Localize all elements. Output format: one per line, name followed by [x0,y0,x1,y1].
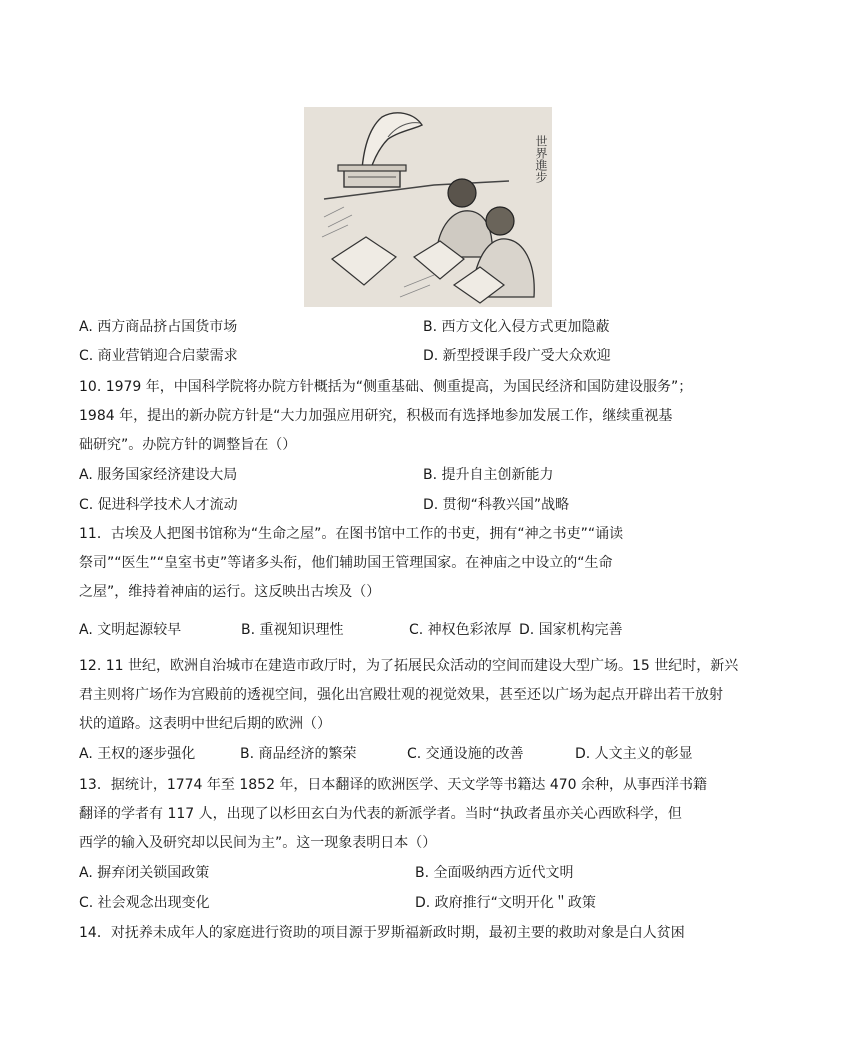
q13-option-b: B. 全面吸纳西方近代文明 [415,865,574,881]
q9-option-a: A. 西方商品挤占国货市场 [79,319,238,335]
phonograph-illustration [304,107,552,307]
q9-option-b: B. 西方文化入侵方式更加隐蔽 [423,319,610,335]
q10-option-d: D. 贯彻“科教兴国”战略 [423,497,570,513]
q12-option-d: D. 人文主义的彰显 [575,746,693,762]
q10-stem-line-3: 础研究”。办院方针的调整旨在（） [79,437,297,453]
q10-option-c: C. 促进科学技术人才流动 [79,497,238,513]
q11-stem-line-1: 11．古埃及人把图书馆称为“生命之屋”。在图书馆中工作的书吏，拥有“神之书吏”“诵读 [79,526,624,542]
q13-stem-line-3: 西学的输入及研究却以民间为主”。这一现象表明日本（） [79,835,437,851]
q10-stem-line-2: 1984 年，提出的新办院方针是“大力加强应用研究，积极而有选择地参加发展工作，继续重视基 [79,408,673,424]
sketch-drawing [304,107,552,307]
q11-option-b: B. 重视知识理性 [241,622,344,638]
q12-option-c: C. 交通设施的改善 [407,746,524,762]
q11-option-d: D. 国家机构完善 [519,622,623,638]
q12-stem-line-3: 状的道路。这表明中世纪后期的欧洲（） [79,716,331,732]
vertical-caption: 世界進步 [534,135,548,183]
q12-stem-line-2: 君主则将广场作为宫殿前的透视空间，强化出宫殿壮观的视觉效果，甚至还以广场为起点开辟出若干放射 [79,687,723,703]
q13-stem-line-1: 13．据统计，1774 年至 1852 年，日本翻译的欧洲医学、天文学等书籍达 470 余种，从事西洋书籍 [79,777,708,793]
q12-option-b: B. 商品经济的繁荣 [240,746,357,762]
q12-stem-line-1: 12. 11 世纪，欧洲自治城市在建造市政厅时，为了拓展民众活动的空间而建设大型广场。15 世纪时，新兴 [79,658,739,674]
q13-option-c: C. 社会观念出现变化 [79,895,210,911]
q12-option-a: A. 王权的逐步强化 [79,746,196,762]
q11-stem-line-3: 之屋”，维持着神庙的运行。这反映出古埃及（） [79,584,381,600]
q13-stem-line-2: 翻译的学者有 117 人，出现了以杉田玄白为代表的新派学者。当时“执政者虽亦关心西欧科学，但 [79,806,682,822]
q11-stem-line-2: 祭司”“医生”“皇室书吏”等诸多头衔，他们辅助国王管理国家。在神庙之中设立的“生命 [79,555,613,571]
q11-option-a: A. 文明起源较早 [79,622,182,638]
q14-stem-line-1: 14．对抚养未成年人的家庭进行资助的项目源于罗斯福新政时期，最初主要的救助对象是白人贫困 [79,925,685,941]
q9-option-c: C. 商业营销迎合启蒙需求 [79,348,238,364]
q10-option-b: B. 提升自主创新能力 [423,467,554,483]
q13-option-d: D. 政府推行“文明开化＂政策 [415,895,596,911]
q9-option-d: D. 新型授课手段广受大众欢迎 [423,348,611,364]
q10-stem-line-1: 10. 1979 年，中国科学院将办院方针概括为“侧重基础、侧重提高，为国民经济和国防建设服务”； [79,379,693,395]
q13-option-a: A. 摒弃闭关锁国政策 [79,865,210,881]
q11-option-c: C. 神权色彩浓厚 [409,622,512,638]
q10-option-a: A. 服务国家经济建设大局 [79,467,238,483]
